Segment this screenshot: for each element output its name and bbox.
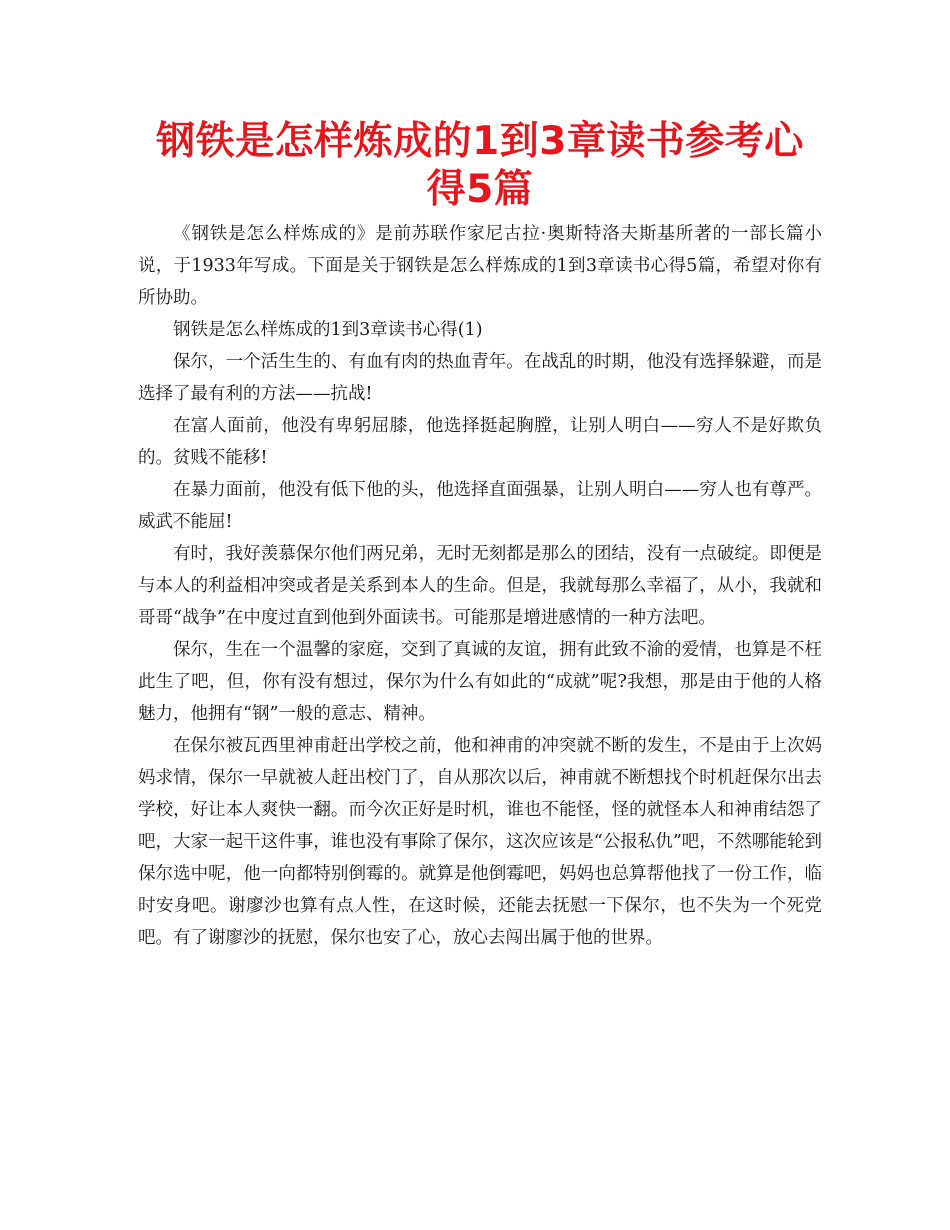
paragraph: 在暴力面前，他没有低下他的头，他选择直面强暴，让别人明白——穷人也有尊严。威武不能屈! (138, 480, 822, 532)
document-title: 钢铁是怎样炼成的1到3章读书参考心得5篇 (156, 119, 804, 212)
paragraph: 在富人面前，他没有卑躬屈膝，他选择挺起胸膛，让别人明白——穷人不是好欺负的。贫贱不能移! (138, 416, 822, 468)
paragraph: 有时，我好羡慕保尔他们两兄弟，无时无刻都是那么的团结，没有一点破绽。即便是与本人的利益相冲突或者是关系到本人的生命。但是，我就每那么幸福了，从小，我就和哥哥“战争”在中度过直到他到外面读书。可能那是增进感情的一种方法吧。 (138, 544, 822, 628)
paragraph-intro: 《钢铁是怎么样炼成的》是前苏联作家尼古拉·奥斯特洛夫斯基所著的一部长篇小说，于1933年写成。下面是关于钢铁是怎么样炼成的1到3章读书心得5篇，希望对你有所协助。 (138, 224, 822, 308)
paragraph: 在保尔被瓦西里神甫赶出学校之前，他和神甫的冲突就不断的发生，不是由于上次妈妈求情，保尔一早就被人赶出校门了，自从那次以后，神甫就不断想找个时机赶保尔出去学校，好让本人爽快一翻。而今次正好是时机，谁也不能怪，怪的就怪本人和神甫结怨了吧，大家一起干这件事，谁也没有事除了保尔，这次应该是“公报私仇”吧，不然哪能轮到保尔选中呢，他一向都特别倒霉的。就算是他倒霉吧，妈妈也总算帮他找了一份工作，临时安身吧。谢廖沙也算有点人性，在这时候，还能去抚慰一下保尔，也不失为一个死党吧。有了谢廖沙的抚慰，保尔也安了心，放心去闯出属于他的世界。 (138, 736, 822, 948)
paragraph-section-heading: 钢铁是怎么样炼成的1到3章读书心得(1) (173, 320, 483, 340)
paragraph: 保尔，一个活生生的、有血有肉的热血青年。在战乱的时期，他没有选择躲避，而是选择了最有利的方法——抗战! (138, 352, 822, 404)
document-body (138, 218, 822, 954)
paragraph: 保尔，生在一个温馨的家庭，交到了真诚的友谊，拥有此致不渝的爱情，也算是不枉此生了吧，但，你有没有想过，保尔为什么有如此的“成就”呢?我想，那是由于他的人格魅力，他拥有“钢”一般的意志、精神。 (138, 640, 822, 724)
